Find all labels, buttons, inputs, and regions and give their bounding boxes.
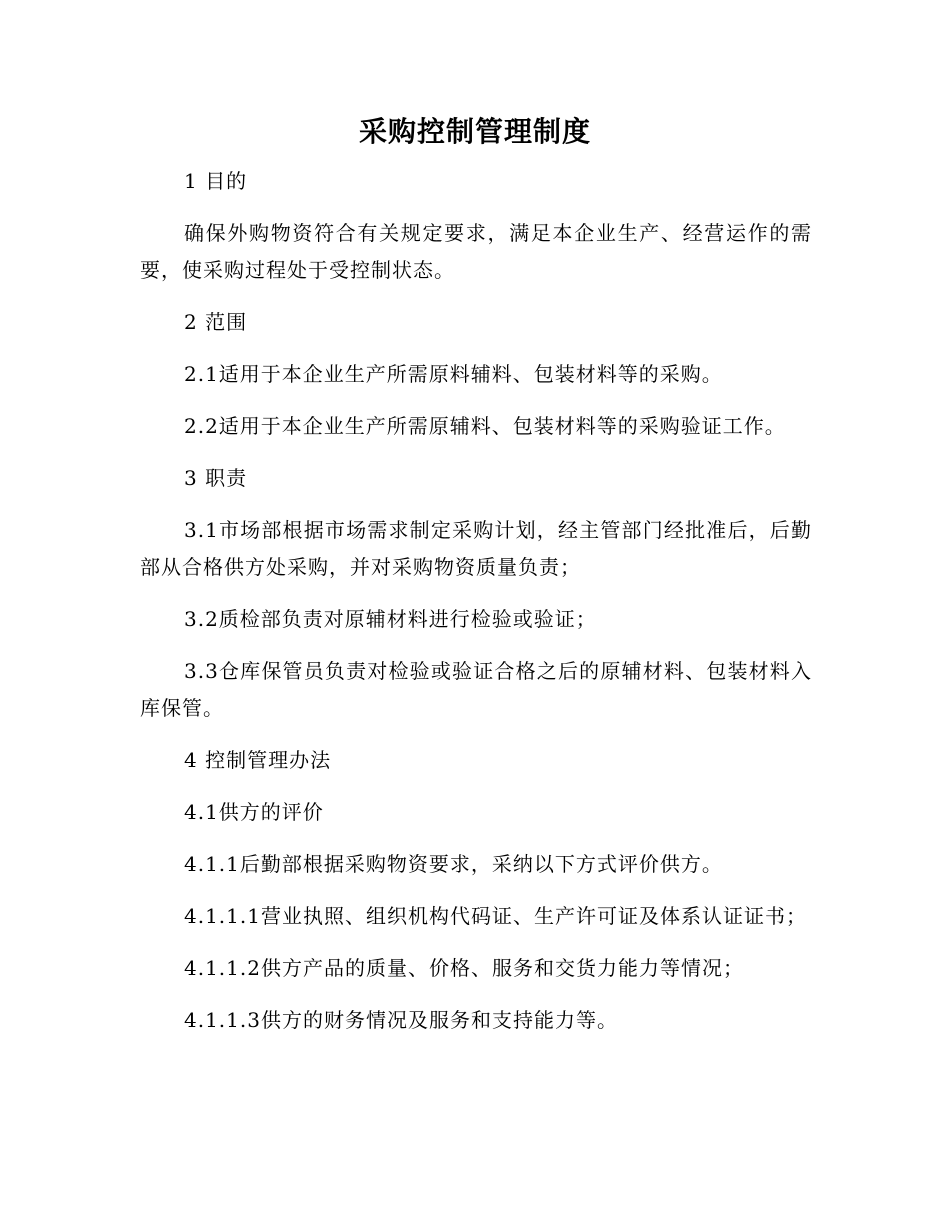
paragraph-responsibility-3-3: 3.3仓库保管员负责对检验或验证合格之后的原辅材料、包装材料入库保管。: [140, 659, 812, 720]
paragraph-4-1-1-3: 4.1.1.3供方的财务情况及服务和支持能力等。: [184, 1008, 618, 1032]
document-body: [140, 163, 812, 1054]
section-heading-purpose: 1 目的: [184, 169, 248, 193]
paragraph-responsibility-3-2: 3.2质检部负责对原辅材料进行检验或验证；: [184, 607, 597, 631]
document-title: 采购控制管理制度: [358, 115, 591, 148]
paragraph-4-1-1: 4.1.1后勤部根据采购物资要求，采纳以下方式评价供方。: [184, 852, 723, 876]
subsection-heading-supplier-evaluation: 4.1供方的评价: [184, 800, 324, 824]
paragraph-purpose: 确保外购物资符合有关规定要求，满足本企业生产、经营运作的需要，使采购过程处于受控制状态。: [140, 221, 812, 282]
section-heading-control-methods: 4 控制管理办法: [184, 748, 332, 772]
section-heading-scope: 2 范围: [184, 310, 248, 334]
paragraph-scope-2-2: 2.2适用于本企业生产所需原辅料、包装材料等的采购验证工作。: [184, 414, 786, 438]
paragraph-responsibility-3-1: 3.1市场部根据市场需求制定采购计划，经主管部门经批准后，后勤部从合格供方处采购，并对采购物资质量负责；: [140, 518, 812, 579]
paragraph-4-1-1-2: 4.1.1.2供方产品的质量、价格、服务和交货力能力等情况；: [184, 956, 744, 980]
section-heading-responsibilities: 3 职责: [184, 466, 248, 490]
paragraph-4-1-1-1: 4.1.1.1营业执照、组织机构代码证、生产许可证及体系认证证书；: [184, 904, 807, 928]
paragraph-scope-2-1: 2.1适用于本企业生产所需原料辅料、包装材料等的采购。: [184, 362, 723, 386]
